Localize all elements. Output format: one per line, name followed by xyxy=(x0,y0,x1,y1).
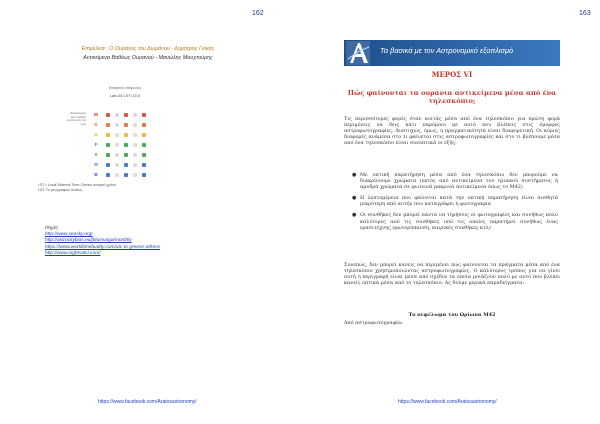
example-subtitle: Το νεφέλωμα του Ωρίωνα M42 xyxy=(408,312,496,318)
chart-cell xyxy=(133,113,137,117)
spectral-class-label: M xyxy=(94,112,98,117)
chart-cell xyxy=(124,163,128,167)
chart-cell xyxy=(133,143,137,147)
bullet-icon: ● xyxy=(352,212,357,219)
chart-cell xyxy=(124,123,128,127)
paragraph-example: Από αστροφωτογραφία: xyxy=(344,320,403,326)
spectral-class-label: O xyxy=(94,162,98,167)
source-link[interactable]: https://www.worldtimebuddy.com/utc-to-greece-athens xyxy=(45,244,161,250)
page-number: 162 xyxy=(252,10,264,17)
spectral-class-label: K xyxy=(94,122,98,127)
sources-list xyxy=(45,226,245,257)
bullet-text: Με οπτική παρατήρηση μέσα από ένα τηλεσκόπιο δεν μπορούμε να διακρίνουμε χρώματα (εκτός από αντικείμενα του ηλιακού συστήματος ή αμυδρά χρώματα σε φωτεινά μακρινά αντικείμενα όπως το M42) xyxy=(360,172,558,191)
bullet-text: Οι συνθήκες δεν μπορεί πάντα να τηρήσεις οι φωτογραφίες και συνήθως πολύ καλύτερες από τις συνθήκες υπό τις οποίες παρατηρεί συνήθως ένας ερασιτέχνης (φωτορύπανση, καιρικές συνθήκες κτλ) xyxy=(360,212,558,231)
chart-cell xyxy=(142,123,146,127)
chart-cell xyxy=(142,113,146,117)
bullet-icon: ● xyxy=(352,195,357,202)
chart-cell xyxy=(106,123,110,127)
sources-title: Πηγές: xyxy=(45,226,60,231)
chart-cell xyxy=(133,123,137,127)
footer-link[interactable]: https://www.facebook.com/Aratosastronomy/ xyxy=(398,399,497,405)
chart-cell xyxy=(115,143,119,147)
credit-line-1: Επιμέλεια : Ο Ουρανός του Δωμάνου - Δημήτρης Γκίκας xyxy=(81,46,215,52)
bullet-list xyxy=(352,172,558,236)
chart-cell xyxy=(106,143,110,147)
chart-cell xyxy=(133,163,137,167)
chart-cell xyxy=(124,133,128,137)
chart-cell xyxy=(124,113,128,117)
chart-cell xyxy=(142,153,146,157)
chart-cell xyxy=(106,173,110,177)
bullet-icon: ● xyxy=(352,172,357,178)
source-link[interactable]: http://www.nightsatcl.com/ xyxy=(45,250,101,256)
paragraph-intro: Τις περισσότερες φορές όταν κοιτάς μέσα από ένα τηλεσκόπιο για πρώτη φορά περιμένεις να δεις κάτι παρόμοιο με αυτό που βλέπεις στις όμορφες αστροφωτογραφίες. Δυστυχώς, όμως, η πραγματικότητα είναι διαφορετική. Οι κύριες διαφορές ανάμεσα στο τι φαίνεται στις αστροφωτογραφίες και στο τι βλέπουμε μέσα από ένα τηλεσκόπιο είναι συνοπτικά οι εξής: xyxy=(344,116,560,147)
paragraph-conclusion: Συνεπώς, δεν μπορεί κανείς να περιμένει πώς φαίνονται τα πράγματα μέσα από ένα τηλεσκόπιο χρησιμοποιώντας αστροφωτογραφίες. Ο καλύτερος τρόπος για να γίνει αυτή η περιγραφή είναι μέσα από σχέδια τα οποία μοιάζουν πολύ με αυτό που βλέπει κανείς οπτικά μέσα από το τηλεσκόπιο. Ας δούμε μερικά παραδείγματα: xyxy=(344,262,560,287)
spectral-class-label: G xyxy=(94,132,98,137)
chart-side-label: Νεφελώματα και Γαλαξίες ορατά αυτή την ώρα xyxy=(67,111,86,126)
logo-a-icon xyxy=(346,41,370,65)
notes-line-2: LAT: Το γεωγραφικό πλάτος xyxy=(38,188,83,192)
chart-cell xyxy=(106,163,110,167)
chart-cell xyxy=(142,173,146,177)
chart-cell xyxy=(106,113,110,117)
notes-line-1: LST= Local Sidereal Time=Τοπικό αστρικό χρόνο xyxy=(38,183,117,187)
chart-cell xyxy=(115,113,119,117)
section-heading: Πώς φαίνονται τα ουράνια αντικείμενα μέσα από ένα τηλεσκόπιο; xyxy=(347,89,557,105)
chart-notes xyxy=(38,183,198,193)
chart-cell xyxy=(124,153,128,157)
source-link[interactable]: http://www.seasky.org/ xyxy=(45,232,93,238)
chart-cell xyxy=(115,123,119,127)
spectral-class-label: B xyxy=(94,172,98,177)
chart-row xyxy=(92,112,162,120)
source-link[interactable]: http://astrocitybias.eu/jblumvaga/monthly xyxy=(45,238,132,244)
banner-title: Τα βασικά με τον Αστρονομικό εξοπλισμό xyxy=(380,46,514,55)
chart-row xyxy=(92,162,162,170)
chart-row xyxy=(92,122,162,130)
right-page xyxy=(300,0,600,424)
chart-cell xyxy=(124,143,128,147)
chart-row xyxy=(92,172,162,180)
chart-cell xyxy=(133,173,137,177)
bullet-item xyxy=(352,195,558,207)
credit-line-2: Αντικείμενα Βαθέως Ουρανού - Μανώλης Μουχτούρης xyxy=(83,55,213,61)
footer-link[interactable]: https://www.facebook.com/Aratosastronomy/ xyxy=(98,399,197,405)
chart-header: Επιτρέπεις σπειρώσεις xyxy=(108,86,142,90)
chart-row xyxy=(92,132,162,140)
bullet-item xyxy=(352,172,558,190)
page-number: 163 xyxy=(579,10,591,17)
chart-row xyxy=(92,142,162,150)
chart-cell xyxy=(115,173,119,177)
chart-cell xyxy=(115,133,119,137)
chart-cell xyxy=(142,143,146,147)
chart-cell xyxy=(142,163,146,167)
bullet-text: Η λεπτομέρεια που φαίνεται κατά την οπτική παρατήρηση είναι αισθητά μικρότερη από αυτήν που καταγράφει η φωτογραφία xyxy=(360,195,558,208)
chart-equation: Lak=24 LST=10.5 xyxy=(109,94,141,98)
spectral-class-label: A xyxy=(94,152,98,157)
chart-cell xyxy=(133,153,137,157)
chart-cell xyxy=(106,133,110,137)
bullet-item xyxy=(352,212,558,230)
spectral-class-label: F xyxy=(94,142,98,147)
chart-cell xyxy=(106,153,110,157)
chart-cell xyxy=(115,163,119,167)
section-banner xyxy=(344,40,560,66)
chart-cell xyxy=(133,133,137,137)
chart-row xyxy=(92,152,162,160)
credit-block xyxy=(38,45,258,63)
chart-cell xyxy=(124,173,128,177)
part-heading: ΜΕΡΟΣ VI xyxy=(431,70,473,79)
chart-cell xyxy=(115,153,119,157)
chart-cell xyxy=(142,133,146,137)
